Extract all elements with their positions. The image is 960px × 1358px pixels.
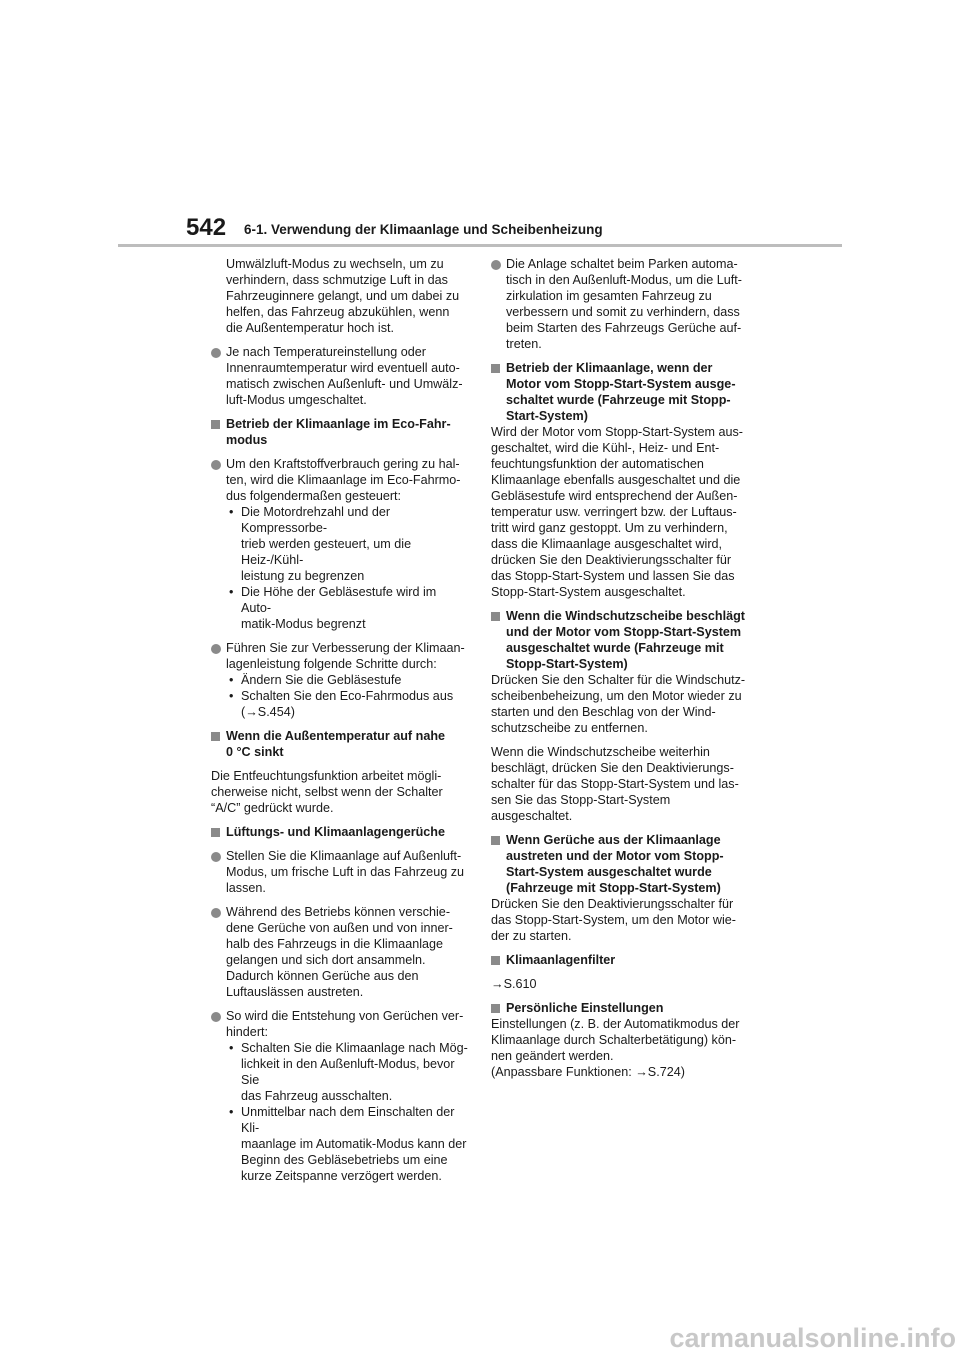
subheading — [491, 608, 753, 672]
square-marker-icon — [491, 612, 500, 621]
text-line: • Schalten Sie den Eco-Fahrmodus aus — [241, 689, 454, 703]
text-line: dene Gerüche von außen und von inner- — [226, 921, 453, 935]
text-line: Wird der Motor vom Stopp-Start-System aus- — [491, 425, 743, 439]
text-line: Betrieb der Klimaanlage im Eco-Fahr- — [226, 417, 451, 431]
bullet-text — [226, 848, 469, 896]
text-line: tritt wird ganz gestoppt. Um zu verhindern, — [491, 521, 728, 535]
bullet-dot-icon — [211, 908, 221, 918]
bullet-dot-icon — [211, 348, 221, 358]
text-line: Klimaanlage ebenfalls ausgeschaltet und die — [491, 473, 741, 487]
text-line: der zu starten. — [491, 929, 572, 943]
square-marker-icon — [491, 956, 500, 965]
bullet-text — [226, 456, 469, 504]
sub-item — [226, 1040, 469, 1104]
subheading-text: Lüftungs- und Klimaanlagengerüche — [226, 825, 446, 839]
text-line: trieb werden gesteuert, um die Heiz-/Kühl- — [241, 537, 412, 567]
sub-item — [226, 504, 469, 584]
text-line: Dadurch können Gerüche aus den — [226, 969, 419, 983]
text-line: gelangen und sich dort ansammeln. — [226, 953, 426, 967]
text-line: Wenn die Windschutzscheibe weiterhin — [491, 745, 710, 759]
text-line: zirkulation im gesamten Fahrzeug zu — [506, 289, 712, 303]
text-line: matisch zwischen Außenluft- und Umwälz- — [226, 377, 463, 391]
text-line: austreten und der Motor vom Stopp- — [506, 849, 724, 863]
text-line: (→S.454) — [241, 705, 295, 719]
bullet-text — [226, 640, 469, 672]
text-line: cherweise nicht, selbst wenn der Schalter — [211, 785, 443, 799]
text-line: sen Sie das Stopp-Start-System — [491, 793, 671, 807]
text-line: helfen, das Fahrzeug abzukühlen, wenn — [226, 305, 450, 319]
watermark: carmanualsonline.info — [669, 1323, 956, 1353]
paragraph — [211, 768, 469, 816]
sub-item: • Ändern Sie die Gebläsestufe — [226, 672, 469, 688]
bullet-dot-icon — [491, 260, 501, 270]
left-column — [211, 256, 469, 1192]
paragraph — [491, 896, 753, 944]
text-line: schaltet wurde (Fahrzeuge mit Stopp- — [506, 393, 731, 407]
text-line: tisch in den Außenluft-Modus, um die Luft- — [506, 273, 742, 287]
subheading — [491, 1000, 753, 1016]
text-line: dass die Klimaanlage ausgeschaltet wird, — [491, 537, 723, 551]
text-line: ausgeschaltet wurde (Fahrzeuge mit — [506, 641, 724, 655]
subheading-text: Persönliche Einstellungen — [506, 1001, 664, 1015]
sub-item — [226, 584, 469, 632]
subheading-text: Klimaanlagenfilter — [506, 953, 616, 967]
text-line: matik-Modus begrenzt — [241, 617, 366, 631]
text-line: Wenn Gerüche aus der Klimaanlage — [506, 833, 721, 847]
text-line: ten, wird die Klimaanlage im Eco-Fahrmo- — [226, 473, 461, 487]
text-line: Die Anlage schaltet beim Parken automa- — [506, 257, 738, 271]
text-line: Stopp-Start-System ausgeschaltet. — [491, 585, 686, 599]
bullet-dot-icon — [211, 644, 221, 654]
subheading — [491, 952, 753, 968]
text-line: • Die Höhe der Gebläsestufe wird im Auto- — [241, 585, 437, 615]
square-marker-icon — [491, 1004, 500, 1013]
bullet-item — [211, 640, 469, 720]
right-column — [491, 256, 753, 1088]
square-marker-icon — [211, 828, 220, 837]
text-line: das Stopp-Start-System, um den Motor wie- — [491, 913, 736, 927]
subheading — [491, 832, 753, 896]
text-line: Innenraumtemperatur wird eventuell auto- — [226, 361, 460, 375]
text-line: Luftauslässen austreten. — [226, 985, 364, 999]
page-reference: →S.610 — [491, 977, 537, 991]
subheading-text — [506, 360, 753, 424]
text-line: nen geändert werden. — [491, 1049, 614, 1063]
subheading — [211, 728, 469, 760]
text-line: Wenn die Außentemperatur auf nahe — [226, 729, 446, 743]
text-line: Motor vom Stopp-Start-System ausge- — [506, 377, 736, 391]
bullet-item — [491, 256, 753, 352]
text-line: beim Starten des Fahrzeugs Gerüche auf- — [506, 321, 742, 335]
bullet-dot-icon — [211, 852, 221, 862]
text-line: maanlage im Automatik-Modus kann der — [241, 1137, 467, 1151]
text-line: Drücken Sie den Schalter für die Windschutz- — [491, 673, 746, 687]
text-line: kurze Zeitspanne verzögert werden. — [241, 1169, 442, 1183]
text-line: ausgeschaltet. — [491, 809, 573, 823]
text-line: Beginn des Gebläsebetriebs um eine — [241, 1153, 448, 1167]
text-line: schutzscheibe zu entfernen. — [491, 721, 648, 735]
text-line: 0 °C sinkt — [226, 745, 284, 759]
text-line: beschlägt, drücken Sie den Deaktivierungs- — [491, 761, 734, 775]
text-line: hindert: — [226, 1025, 269, 1039]
text-line: Je nach Temperatureinstellung oder — [226, 345, 426, 359]
text-line: Umwälzluft-Modus zu wechseln, um zu — [226, 257, 444, 271]
bullet-item — [211, 848, 469, 896]
square-marker-icon — [211, 420, 220, 429]
paragraph — [491, 744, 753, 824]
subheading-text — [506, 832, 753, 896]
text-line: Um den Kraftstoffverbrauch gering zu hal- — [226, 457, 460, 471]
square-marker-icon — [211, 732, 220, 741]
text-line: dus folgendermaßen gesteuert: — [226, 489, 402, 503]
paragraph — [491, 424, 753, 600]
header-rule — [118, 244, 842, 247]
text-line: Fahrzeuginnere gelangt, und um dabei zu — [226, 289, 460, 303]
text-line: geschaltet, wird die Kühl-, Heiz- und Ent- — [491, 441, 720, 455]
continued-paragraph — [211, 256, 469, 336]
text-line: starten und den Beschlag von der Wind- — [491, 705, 716, 719]
text-line: feuchtungsfunktion der automatischen — [491, 457, 704, 471]
text-line: leistung zu begrenzen — [241, 569, 365, 583]
bullet-item — [211, 1008, 469, 1184]
bullet-text — [226, 344, 469, 408]
text-line: (Fahrzeuge mit Stopp-Start-System) — [506, 881, 721, 895]
text-line: • Schalten Sie die Klimaanlage nach Mög- — [241, 1041, 468, 1055]
square-marker-icon — [491, 364, 500, 373]
text-line: temperatur usw. verringert bzw. der Luftaus- — [491, 505, 737, 519]
text-line: verbessern und somit zu verhindern, dass — [506, 305, 740, 319]
bullet-item — [211, 456, 469, 632]
text-line: Während des Betriebs können verschie- — [226, 905, 451, 919]
text-line: Stellen Sie die Klimaanlage auf Außenluft- — [226, 849, 462, 863]
bullet-dot-icon — [211, 1012, 221, 1022]
text-line: • Die Motordrehzahl und der Kompressorbe- — [241, 505, 391, 535]
text-line: • Unmittelbar nach dem Einschalten der Kli- — [241, 1105, 455, 1135]
text-line: Einstellungen (z. B. der Automatikmodus der — [491, 1017, 740, 1031]
bullet-dot-icon — [211, 460, 221, 470]
square-marker-icon — [491, 836, 500, 845]
text-line: Die Entfeuchtungsfunktion arbeitet mögli- — [211, 769, 442, 783]
text-line: schalter für das Stopp-Start-System und las- — [491, 777, 739, 791]
text-line: Modus, um frische Luft in das Fahrzeug zu — [226, 865, 464, 879]
subheading — [211, 416, 469, 448]
page-number: 542 — [186, 214, 227, 241]
text-line: und der Motor vom Stopp-Start-System — [506, 625, 742, 639]
sub-item — [226, 1104, 469, 1184]
sub-item — [226, 688, 469, 720]
text-line: das Fahrzeug ausschalten. — [241, 1089, 393, 1103]
bullet-text — [506, 256, 753, 352]
text-line: Start-System) — [506, 409, 588, 423]
bullet-item — [211, 904, 469, 1000]
subheading-text — [226, 728, 469, 760]
text-line: lagenleistung folgende Schritte durch: — [226, 657, 437, 671]
subheading-text — [506, 608, 753, 672]
subheading — [211, 824, 469, 840]
text-line: die Außentemperatur hoch ist. — [226, 321, 395, 335]
text-line: Klimaanlage durch Schalterbetätigung) kön- — [491, 1033, 737, 1047]
text-line: Start-System ausgeschaltet wurde — [506, 865, 712, 879]
text-line: Gebläsestufe wird entsprechend der Außen- — [491, 489, 738, 503]
bullet-item — [211, 344, 469, 408]
subheading-text — [226, 416, 469, 448]
text-line: Drücken Sie den Deaktivierungsschalter für — [491, 897, 734, 911]
text-line: Wenn die Windschutzscheibe beschlägt — [506, 609, 745, 623]
bullet-text — [226, 1008, 469, 1040]
text-line: Führen Sie zur Verbesserung der Klimaan- — [226, 641, 465, 655]
section-title: 6-1. Verwendung der Klimaanlage und Scheibenheizung — [244, 222, 603, 237]
text-line: Stopp-Start-System) — [506, 657, 628, 671]
text-line: lassen. — [226, 881, 266, 895]
text-line: das Stopp-Start-System und lassen Sie das — [491, 569, 735, 583]
text-line: luft-Modus umgeschaltet. — [226, 393, 367, 407]
text-line: “A/C” gedrückt wurde. — [211, 801, 334, 815]
bullet-text — [226, 904, 469, 1000]
paragraph — [491, 1016, 753, 1080]
text-line: halb des Fahrzeugs in die Klimaanlage — [226, 937, 444, 951]
text-line: modus — [226, 433, 268, 447]
text-line: Betrieb der Klimaanlage, wenn der — [506, 361, 713, 375]
text-line: verhindern, dass schmutzige Luft in das — [226, 273, 448, 287]
text-line: scheibenbeheizung, um den Motor wieder zu — [491, 689, 742, 703]
text-line: So wird die Entstehung von Gerüchen ver- — [226, 1009, 464, 1023]
paragraph — [491, 672, 753, 736]
text-line: lichkeit in den Außenluft-Modus, bevor Sie — [241, 1057, 455, 1087]
text-line: treten. — [506, 337, 542, 351]
text-line: (Anpassbare Funktionen: →S.724) — [491, 1065, 685, 1079]
subheading — [491, 360, 753, 424]
text-line: drücken Sie den Deaktivierungsschalter für — [491, 553, 732, 567]
